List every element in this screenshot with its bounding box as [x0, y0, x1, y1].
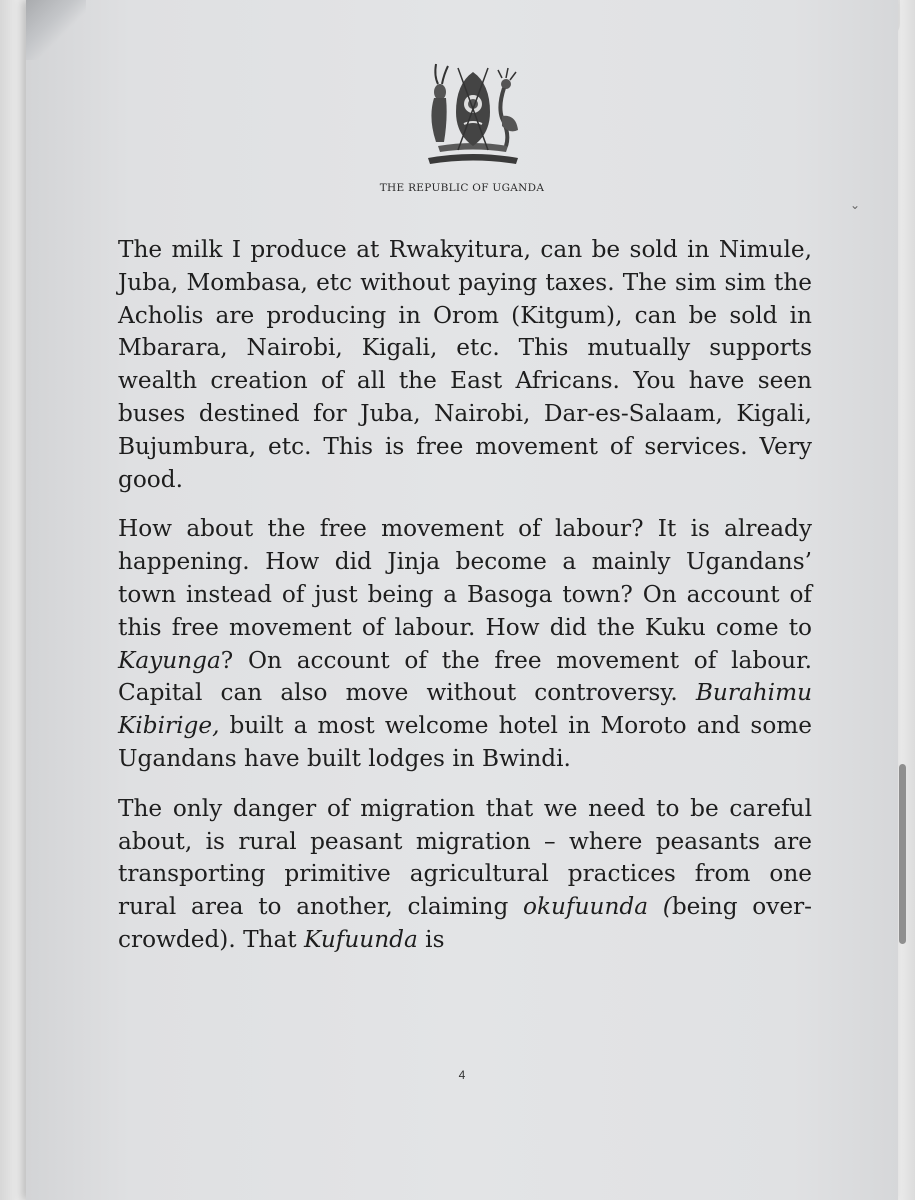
text-run: How about the free movement of labour? It is already happening. How did Jinja become a mainly Ugandans’ town instead of just being a Basoga town? On account of this free movement of labour. How did the Kuku come to	[118, 515, 812, 641]
scrollbar[interactable]	[899, 764, 906, 944]
document-page	[26, 0, 898, 1200]
page-number: 4	[458, 1068, 466, 1082]
text-run: The only danger of migration that we need to be careful about, is rural peasant migration – where peasants are transporting primitive agricultural practices from one rural area to another, claiming	[118, 794, 812, 921]
coat-of-arms-icon	[398, 54, 548, 174]
italic-text: Kayunga	[118, 646, 221, 674]
body-text	[118, 234, 812, 974]
paragraph	[118, 513, 812, 775]
text-run: ? On account of the free movement of labour. Capital can also move without controversy.	[118, 646, 812, 707]
italic-text: okufuunda (	[523, 893, 672, 921]
text-run: being over-crowded). That	[118, 893, 812, 953]
page-curl	[26, 0, 86, 60]
text-run: The milk I produce at Rwakyitura, can be sold in Nimule, Juba, Mombasa, etc without paying taxes. The sim sim the Acholis are producing in Orom (Kitgum), can be sold in Mbarara, Nairobi, Kigali, etc. This mutually supports wealth creation of all the East Africans. You have seen buses destined for Juba, Nairobi, Dar-es-Salaam, Kigali, Bujumbura, etc. This is free movement of services. Very good.	[118, 236, 812, 493]
chevron-down-icon: ⌄	[850, 198, 861, 212]
text-run: is	[417, 925, 445, 953]
paragraph	[118, 793, 812, 957]
paragraph	[118, 234, 812, 496]
text-run: built a most welcome hotel in Moroto and some Ugandans have built lodges in Bwindi.	[118, 712, 812, 772]
document-header: THE REPUBLIC OF UGANDA	[379, 182, 545, 194]
italic-text: Burahimu Kibirige,	[118, 679, 812, 740]
italic-text: Kufuunda	[304, 925, 418, 953]
